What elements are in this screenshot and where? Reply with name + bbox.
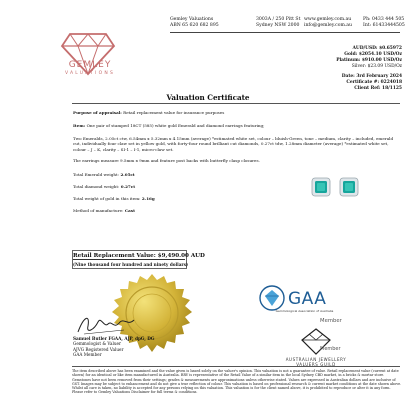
- gaa-fullname: Gemmological Association of Australia: [275, 309, 334, 313]
- purpose-line: [73, 110, 398, 115]
- earrings-photo: [306, 176, 364, 198]
- logo-tagline: VALUATIONS: [64, 71, 115, 76]
- valuer-name: Samuel Butler FGAA, AJP, dpG, DG: [73, 336, 155, 341]
- certificate-number: Certificate #: 0224018: [346, 80, 402, 85]
- purpose-label: Purpose of appraisal:: [73, 110, 122, 115]
- purpose-value: Retail replacement value for insurance purposes: [121, 110, 225, 115]
- item-value: One pair of stamped 18CT (585) white gold Emerald and diamond earrings featuring;: [85, 123, 265, 128]
- disclaimer-text: The item described above has been examined and the value given is based solely on the valuer's opinion. This valuation is not a guarantee of value. Retail replacement value (current at date shown) for an identical or like item manufactured in Australia. RRV is representative of the Retail Value of a similar item in the local Sydney CBD market, in a bricks & mortar store. Gemstones have not been removed from their settings; grades & measurements are approximations unless otherwise stated. Values are expressed in Australian dollars and are inclusive of GST. Images may be subject to enhancement and do not give a true reflection of colour. This valuation is based on professional research & current market conditions at the date shown above. Whilst all care is taken, no liability is accepted for any persons relying on this valuation. This valuation is for the client named above, it is prohibited to reproduce or alter it in any form. Please refer to Gemley Valuations Disclaimer for full terms & conditions.: [72, 369, 402, 395]
- email-link[interactable]: info@gemley.com.au: [304, 23, 352, 28]
- price-divider: [73, 259, 185, 260]
- retail-value-words: (Nine thousand four hundred and ninety dollars): [73, 262, 188, 267]
- client-reference: Client Ref: 18/1125: [354, 86, 402, 91]
- gold-weight-label: Total weight of gold in this item:: [73, 196, 141, 201]
- retail-value-amount: $9,490.00 AUD: [157, 253, 205, 259]
- gaa-wordmark: GAA: [288, 289, 327, 309]
- valuer-details: [73, 336, 155, 358]
- header-phone-block: [363, 17, 405, 29]
- gaa-member-label: Member: [320, 318, 342, 324]
- title-divider: [72, 103, 400, 104]
- diamond-weight-value: 0.27ct: [119, 184, 136, 189]
- left-earring: [312, 178, 330, 196]
- ajv-name-line-2: VALUERS GUILD: [296, 362, 336, 367]
- address-line-1: 3003A / 250 Pitt St: [256, 17, 301, 22]
- method-line: [73, 208, 273, 213]
- rate-platinum: Platinum: $910.00 USD/Oz: [336, 58, 402, 63]
- item-label: Item:: [73, 123, 86, 128]
- logo-name: GEMLEY: [68, 60, 112, 70]
- header-company-block: [170, 17, 219, 29]
- header-web-block: [304, 17, 352, 29]
- ajv-name-line-1: AUSTRALIAN JEWELLERY: [285, 357, 347, 362]
- emerald-weight-line: [73, 172, 273, 177]
- intl-phone-number: Int: 61433444505: [363, 23, 405, 28]
- header-divider: [170, 32, 400, 33]
- gaa-logo-icon: [259, 285, 285, 311]
- rate-aud-usd: AUD/USD: $0.65972: [352, 46, 402, 51]
- gold-weight-value: 2.16g: [140, 196, 155, 201]
- company-abn: ABN 65 620 682 895: [170, 23, 219, 28]
- diamond-weight-label: Total diamond weight:: [73, 184, 120, 189]
- retail-value-label: Retail Replacement Value:: [73, 253, 156, 259]
- ajv-member-label: Member: [320, 346, 341, 352]
- phone-number: Ph: 0433 444 505: [363, 17, 405, 22]
- right-earring: [340, 178, 358, 196]
- gold-weight-line: [73, 196, 273, 201]
- certificate-date: Date: 3rd February 2024: [341, 74, 402, 79]
- emerald-weight-value: 2.05ct: [119, 172, 135, 177]
- emerald-weight-label: Total Emerald weight:: [73, 172, 120, 177]
- valuer-signature: [74, 308, 144, 338]
- company-name: Gemley Valuations: [170, 17, 214, 22]
- method-value: Cast: [123, 208, 135, 213]
- measure-paragraph: The earrings measure 9.5mm x 9mm and feature post backs with butterfly clasp closures.: [73, 158, 260, 163]
- rate-silver: Silver: $23.09 USD/Oz: [351, 64, 402, 69]
- address-line-2: Sydney NSW 2000: [256, 23, 300, 28]
- valuer-title-2: AJVG Registered Valuer: [73, 346, 124, 352]
- method-label: Method of manufacture:: [73, 208, 124, 213]
- page-title: Valuation Certificate: [166, 93, 250, 102]
- item-line: [73, 123, 398, 128]
- diamond-weight-line: [73, 184, 273, 189]
- website-link[interactable]: www.gemley.com.au: [304, 17, 352, 22]
- rate-gold: Gold: $2054.10 USD/Oz: [344, 52, 402, 57]
- footer-divider: [72, 366, 400, 367]
- valuer-title-1: Gemmologist & Valuer: [73, 341, 122, 347]
- rates-block: [336, 46, 402, 92]
- description-paragraph: Two Emeralds, 2.05ct ctw, 6.54mm x 5.32mm x 4.15mm (average) *estimated white set, colour – bluish-Green, tone – medium, clarity – included, emerald cut, individually four claw set in yellow gold, with forty-four round brilliant cut diamonds, 0.27ct tdw, 1.28mm diameter (average) *estimated white set, colour – J – K, clarity – SI-1 – I-1, micro-claw set.: [73, 136, 394, 152]
- header-address-block: [256, 17, 300, 29]
- valuer-title-3: GAA Member: [73, 352, 102, 358]
